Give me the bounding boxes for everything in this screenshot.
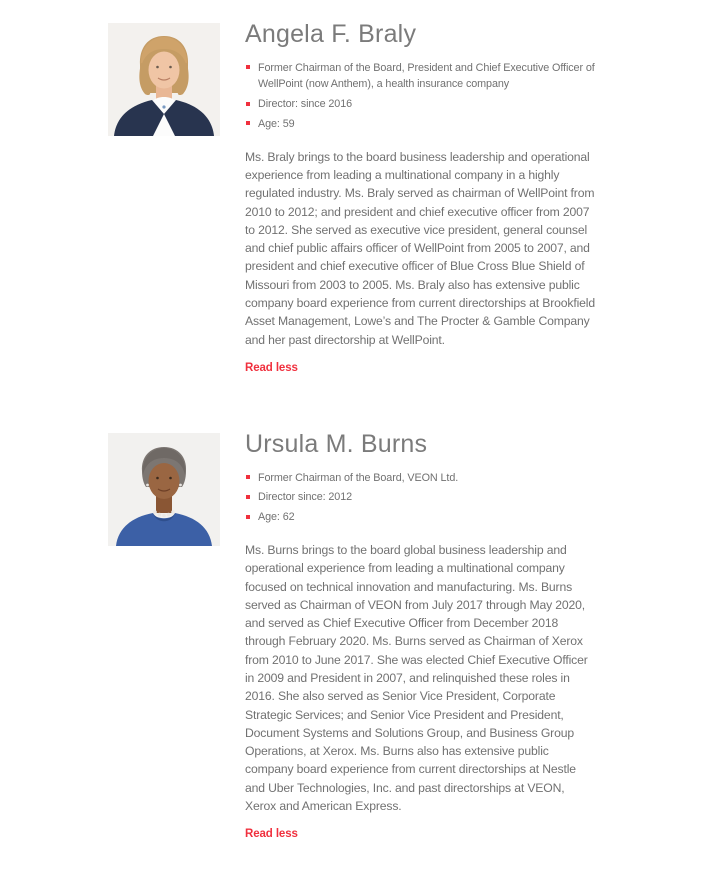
fact-text: Age: 59: [258, 117, 295, 130]
fact-text: Director: since 2016: [258, 98, 353, 111]
bullet-square-icon: [246, 475, 250, 479]
fact-text: Age: 62: [258, 511, 295, 524]
fact-item: [245, 489, 595, 506]
profile-bio: Ms. Braly brings to the board business leadership and operational experience from leading a multinational company in a highly regulated industry. Ms. Braly served as chairman of WellPoint from 2010 to 2012; and president and chief executive officer from 2007 to 2012. She served as executive vice president, general counsel and chief public affairs officer of WellPoint from 2005 to 2007, and president and chief executive officer of Blue Cross Blue Shield of Missouri from 2003 to 2005. Ms. Braly also has extensive public company board experience from current directorships at Brookfield Asset Management, Lowe’s and The Procter & Gamble Company and her past directorship at WellPoint.: [245, 149, 595, 347]
fact-item: [245, 60, 595, 93]
profile-angela-f-braly: [108, 20, 720, 376]
fact-item: [245, 509, 595, 526]
profile-content: [245, 430, 595, 842]
profile-name: Ursula M. Burns: [245, 429, 428, 458]
bullet-square-icon: [246, 495, 250, 499]
bullet-square-icon: [246, 121, 250, 125]
ursula-burns-photo: [108, 433, 220, 546]
angela-braly-photo: [108, 23, 220, 136]
bullet-square-icon: [246, 102, 250, 106]
profile-facts-list: [245, 470, 595, 526]
profile-ursula-m-burns: [108, 430, 720, 842]
read-less-link[interactable]: Read less: [245, 361, 298, 374]
fact-text: Former Chairman of the Board, VEON Ltd.: [258, 471, 459, 484]
fact-text: Director since: 2012: [258, 491, 353, 504]
fact-item: [245, 96, 595, 113]
profile-facts-list: [245, 60, 595, 133]
portrait-angela-f-braly-icon: [108, 23, 220, 136]
fact-text: Former Chairman of the Board, President and Chief Executive Officer of WellPoint (now Anthem), a health insurance company: [258, 61, 595, 91]
portrait-ursula-m-burns-icon: [108, 433, 220, 546]
profile-name: Angela F. Braly: [245, 20, 417, 48]
fact-item: [245, 116, 595, 133]
profile-content: [245, 20, 595, 376]
profile-bio: Ms. Burns brings to the board global business leadership and operational experience from leading a multinational company focused on technical innovation and manufacturing. Ms. Burns served as Chairman of VEON from July 2017 through May 2020, and served as Chief Executive Officer from December 2018 through February 2020. Ms. Burns served as Chairman of Xerox from 2010 to June 2017. She was elected Chief Executive Officer in 2009 and President in 2007, and relinquished these roles in 2016. She also served as Senior Vice President, Corporate Strategic Services; and Senior Vice President and President, Document Systems and Solutions Group, and Business Group Operations, at Xerox. Ms. Burns also has extensive public company board experience from current directorships at Nestle and Uber Technologies, Inc. and past directorships at VEON, Xerox and American Express.: [245, 542, 588, 814]
read-less-link[interactable]: Read less: [245, 828, 298, 841]
bullet-square-icon: [246, 65, 250, 69]
bullet-square-icon: [246, 515, 250, 519]
fact-item: [245, 470, 595, 487]
